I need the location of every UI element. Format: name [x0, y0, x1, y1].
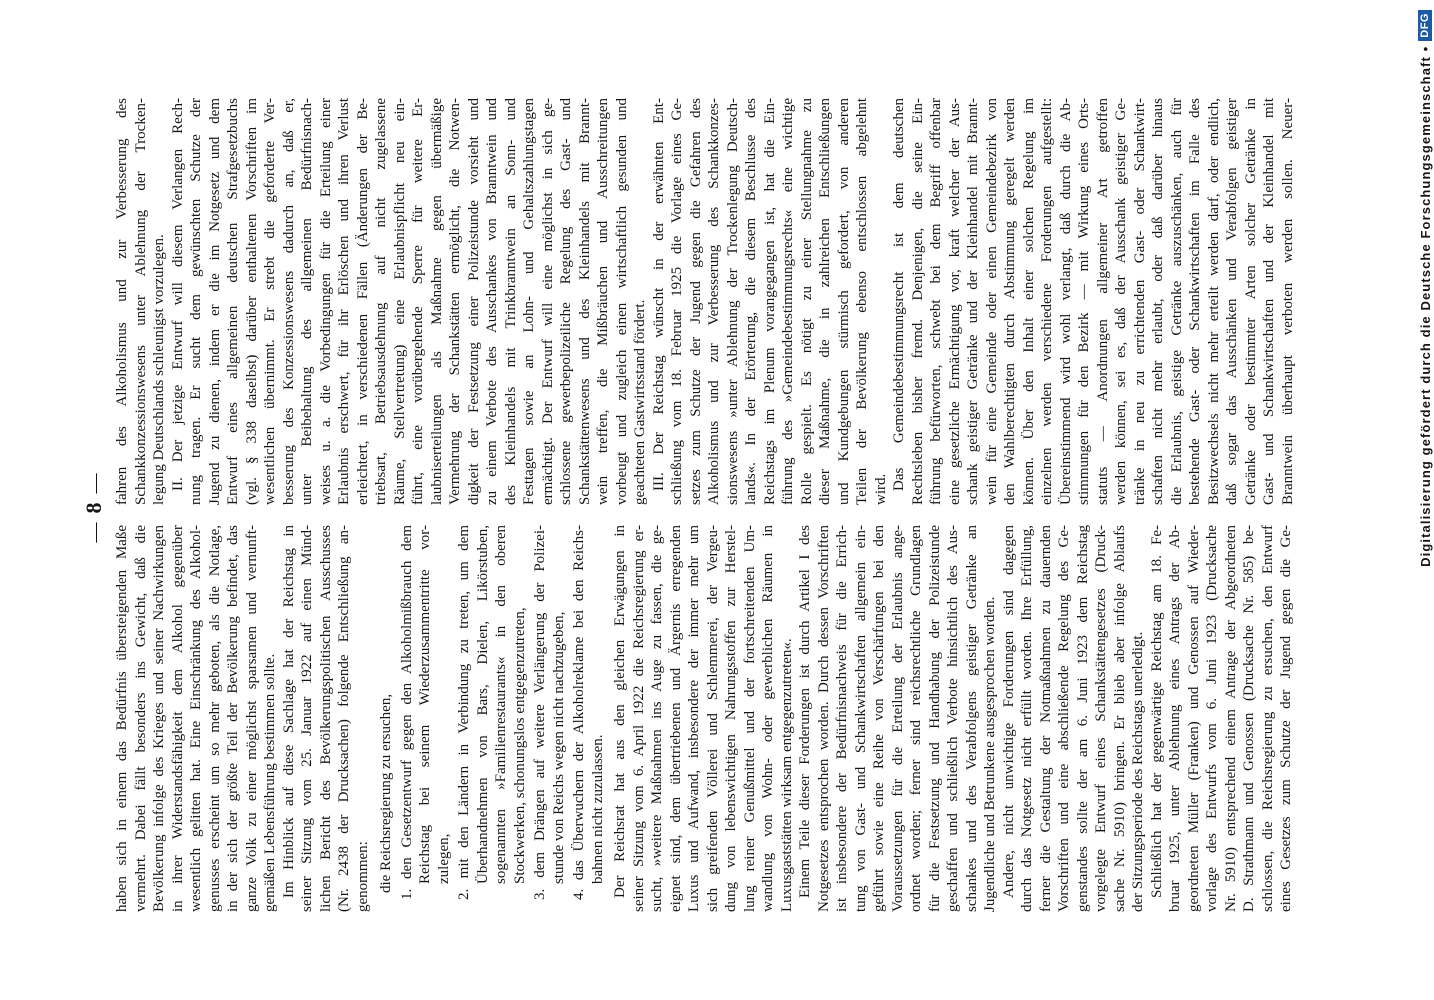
- text-line: führt, eine vorübergehende Sperre für weitere Er-: [410, 98, 426, 505]
- text-line: weises u. a. die Vorbedingungen für die Erteilung einer: [317, 98, 334, 505]
- text-line: ferner die Gestaltung der Notmaßnahmen zu dauernden: [1037, 525, 1054, 912]
- text-line: wandlung von Wohn- oder gewerblichen Räumen in: [760, 525, 776, 912]
- text-line: Besitzwechsels nicht mehr erteilt werden darf, oder endlich,: [1205, 98, 1222, 505]
- text-line: Andere, nicht unwichtige Forderungen sind dagegen: [1000, 525, 1017, 898]
- list-item: [531, 525, 568, 912]
- text-line: Im Hinblick auf diese Sachlage hat der Reichstag in: [280, 525, 297, 898]
- text-line: wesentlich gelitten hat. Eine Einschränkung des Alkohol-: [188, 525, 204, 912]
- text-line: Alkoholismus und zur Verbesserung des Schankkonzes-: [706, 98, 722, 505]
- text-line: zu einem Verbote des Ausschankes von Branntwein und: [484, 98, 500, 505]
- text-line: ganze Volk zu einer möglichst sparsamen und vernunft-: [243, 525, 260, 912]
- text-line: stimmungen für den Bezirk — mit Wirkung eines Orts-: [1076, 98, 1092, 505]
- text-line: Überhandnehmen von Bars, Dielen, Likörstuben,: [474, 525, 491, 884]
- text-line: geachteten Gastwirtsstand fördert.: [632, 299, 648, 505]
- text-line: werden können, sei es, daß der Ausschank geistiger Ge-: [1113, 98, 1129, 505]
- text-line: schaften nicht mehr erlaubt, oder daß darüber hinaus: [1150, 98, 1166, 505]
- text-line: Entwurf eines allgemeinen deutschen Strafgesetzbuchs: [225, 98, 241, 505]
- text-line: Jugend zu dienen, indem er die im Notgesetz und dem: [206, 98, 223, 505]
- text-line: 2. mit den Ländern in Verbindung zu treten, um dem: [456, 525, 472, 900]
- text-line: die Erlaubnis, geistige Getränke auszuschänken, auch für: [1168, 98, 1185, 505]
- text-line: geschaffen und schließlich Verbote hinsichtlich des Aus-: [945, 525, 961, 912]
- paragraph: [890, 98, 1297, 505]
- text-line: legung Deutschlands schleunigst vorzulegen.: [151, 234, 167, 505]
- text-line: des Kleinhandels mit Trinkbranntwein an Sonn- und: [502, 98, 519, 505]
- list-item: [570, 525, 607, 912]
- text-line: 3. dem Drängen auf weitere Verlängerung der Polizei-: [532, 525, 548, 900]
- text-line: tung von Gast- und Schankwirtschaften allgemein ein-: [852, 525, 869, 912]
- text-line: können. Über den Inhalt einer solchen Regelung im: [1020, 98, 1037, 505]
- paragraph: [169, 98, 650, 505]
- page-number: [80, 448, 109, 568]
- text-line: fahren des Alkoholismus und zur Verbesserung des: [114, 98, 130, 505]
- text-line: vorbeugt und zugleich einen wirtschaftlich gesunden und: [613, 98, 630, 505]
- text-line: eine gesetzliche Ermächtigung vor, kraft welcher der Aus-: [946, 98, 963, 505]
- text-line: eignet sind, dem übertriebenen und Ärgernis erregenden: [667, 525, 684, 912]
- text-line: Erlaubnis erschwert, für ihr Erlöschen und ihren Verlust: [336, 98, 352, 505]
- text-line: dung von lebenswichtigen Nahrungsstoffen zur Herstel-: [723, 525, 739, 912]
- paragraph: [796, 525, 1000, 912]
- funding-notice: [1418, 10, 1432, 567]
- text-line: sionswesens »unter Ablehnung der Trockenlegung Deutsch-: [724, 98, 741, 505]
- text-line: lung reiner Genußmittel und der fortschreitenden Um-: [741, 525, 758, 912]
- page-number-value: 8: [81, 502, 106, 514]
- text-line: sucht, »weitere Maßnahmen ins Auge zu fassen, die ge-: [649, 525, 665, 912]
- text-line: wein treffen, die Mißbräuchen und Ausschreitungen: [595, 98, 611, 505]
- text-line: stunde von Reichs wegen nicht nachzugeben,: [550, 611, 567, 884]
- text-line: ermächtigt. Der Entwurf will eine möglichst in sich ge-: [539, 98, 556, 505]
- text-line: Reichstag bei seinem Wiederzusammentritte vor-: [417, 525, 433, 884]
- text-line: bahnen nicht zuzulassen.: [589, 734, 606, 884]
- text-line: 1. den Gesetzentwurf gegen den Alkoholmißbrauch dem: [398, 525, 415, 900]
- text-line: nung tragen. Er sucht dem gewünschten Schutze der: [188, 98, 204, 505]
- right-column: [113, 98, 1297, 505]
- text-line: in ihrer Widerstandsfähigkeit dem Alkohol gegenüber: [169, 525, 186, 912]
- text-line: gemäßen Lebensführung bestimmen sollte.: [262, 653, 278, 912]
- text-line: führung befürworten, schwebt bei dem Begriff offenbar: [928, 98, 944, 505]
- text-line: Stockwerken, schonungslos entgegenzutreten,: [511, 607, 528, 884]
- text-line: haben sich in einem das Bedürfnis übersteigenden Maße: [114, 525, 130, 912]
- text-line: geordneten Müller (Franken) und Genossen auf Wieder-: [1185, 525, 1202, 912]
- text-line: laubniserteilungen als Maßnahme gegen übermäßige: [428, 98, 445, 505]
- text-line: D. Strathmann und Genossen (Drucksache Nr. 585) be-: [1241, 525, 1257, 912]
- text-line: der Sitzungsperiode des Reichstags unerledigt.: [1130, 631, 1146, 912]
- text-line: lands«. In der Erörterung, die diesem Beschlusse des: [743, 98, 759, 505]
- text-line: besserung des Konzessionswesens dadurch an, daß er,: [280, 98, 297, 505]
- text-line: ordnet worden; ferner sind reichsrechtliche Grundlagen: [908, 525, 924, 912]
- text-line: führung des »Gemeindebestimmungsrechts« eine wichtige: [780, 98, 796, 505]
- text-line: wird.: [872, 473, 889, 505]
- text-line: genusses erscheint um so mehr geboten, als die Notlage,: [206, 525, 223, 912]
- paragraph: [113, 525, 280, 912]
- text-line: Rolle gespielt. Es nötigt zu einer Stellungnahme zu: [798, 98, 815, 505]
- text-line: Der Reichsrat hat aus den gleichen Erwägungen in: [612, 525, 628, 898]
- text-line: seiner Sitzung vom 25. Januar 1922 auf einen Münd-: [299, 525, 315, 912]
- text-line: geführt sowie eine Reihe von Verschärfungen bei den: [871, 525, 887, 912]
- text-line: sich greifenden Völlerei und Schlemmerei, der Vergeu-: [704, 525, 721, 912]
- text-line: Bevölkerung infolge des Krieges und seiner Nachwirkungen: [151, 525, 167, 912]
- text-line: triebsart, Betriebsausdehnung auf nicht zugelassene: [373, 98, 389, 505]
- text-line: wein für eine Gemeinde oder einen Gemeindebezirk von: [983, 98, 1000, 505]
- paragraph: [611, 525, 796, 912]
- text-line: statuts — Anordnungen allgemeiner Art getroffen: [1094, 98, 1111, 505]
- text-line: vermehrt. Dabei fällt besonders ins Gewicht, daß die: [132, 525, 149, 912]
- paragraph: [650, 98, 891, 505]
- left-column: [113, 525, 1296, 912]
- text-line: Jugendliche und Betrunkene ausgesprochen worden.: [982, 596, 998, 912]
- text-line: Schließlich hat der gegenwärtige Reichstag am 18. Fe-: [1148, 525, 1165, 898]
- text-line: (Nr. 2438 der Drucksachen) folgende Entschließung an-: [336, 525, 352, 912]
- text-line: sogenannten »Familienrestaurants« in den oberen: [493, 525, 509, 884]
- page-number-dash-left: —: [84, 522, 106, 543]
- list-item: [398, 525, 454, 912]
- text-line: Das Gemeindebestimmungsrecht ist dem deutschen: [891, 98, 907, 491]
- text-line: durch das Notgesetz nicht erfüllt worden. Ihre Erfüllung,: [1019, 525, 1035, 912]
- text-line: dieser Maßnahme, die in zahlreichen Entschließungen: [817, 98, 833, 505]
- text-line: Übereinstimmend wird wohl verlangt, daß durch die Ab-: [1057, 98, 1074, 505]
- text-line: Branntwein überhaupt verboten werden sollen. Neuer-: [1279, 98, 1296, 505]
- text-line: Festtagen sowie an Lohn- und Gehaltszahlungstagen: [521, 98, 537, 505]
- list-intro: [377, 525, 396, 912]
- text-line: (vgl. § 338 daselbst) darüber enthaltenen Vorschriften im: [243, 98, 260, 505]
- text-line: und Kundgebungen stürmisch gefordert, von anderen: [835, 98, 852, 505]
- text-line: II. Der jetzige Entwurf will diesem Verlangen Rech-: [169, 98, 186, 491]
- text-line: Teilen der Bevölkerung ebenso entschlossen abgelehnt: [854, 98, 870, 505]
- text-line: unter Beibehaltung des allgemeinen Bedürfnisnach-: [299, 98, 315, 505]
- text-line: Notgesetzes entsprochen worden. Durch dessen Vorschriften: [815, 525, 832, 912]
- paragraph: [1148, 525, 1296, 912]
- text-line: zulegen,: [435, 833, 452, 884]
- text-line: schlossene gewerbepolizeiliche Regelung des Gast- und: [558, 98, 574, 505]
- text-line: die Reichsregierung zu ersuchen,: [378, 693, 394, 893]
- text-line: III. Der Reichstag wünscht in der erwähnten Ent-: [650, 98, 667, 491]
- text-line: den Wahlberechtigten durch Abstimmung geregelt werden: [1002, 98, 1018, 505]
- text-line: Getränke oder bestimmter Arten solcher Getränke in: [1242, 98, 1259, 505]
- text-line: Voraussetzungen für die Erteilung der Erlaubnis ange-: [889, 525, 906, 912]
- text-line: bruar 1925, unter Ablehnung eines Antrags der Ab-: [1167, 525, 1183, 912]
- dfg-logo: DFG: [1418, 10, 1432, 41]
- text-line: eines Gesetzes zum Schutze der Jugend gegen die Ge-: [1278, 525, 1294, 912]
- text-line: Räume, Stellvertretung) eine Erlaubnispflicht neu ein-: [391, 98, 408, 505]
- text-line: Schankkonzessionswesens unter Ablehnung der Trocken-: [132, 98, 149, 505]
- text-line: für die Festsetzung und Handhabung der Polizeistunde: [926, 525, 943, 912]
- text-line: tränke in neu zu errichtenden Gast- oder Schankwirt-: [1131, 98, 1148, 505]
- text-line: wesentlichen übernimmt. Er strebt die geforderte Ver-: [262, 98, 278, 505]
- text-line: Einem Teile dieser Forderungen ist durch Artikel I des: [797, 525, 813, 898]
- text-line: schließung vom 18. Februar 1925 die Vorlage eines Ge-: [669, 98, 685, 505]
- text-line: Schankstättenwesens und des Kleinhandels mit Brannt-: [576, 98, 593, 505]
- text-line: Vermehrung der Schankstätten ermöglicht, die Notwen-: [447, 98, 463, 505]
- text-line: genommen:: [354, 841, 371, 912]
- text-line: genstandes sollte der am 6. Juni 1923 dem Reichstag: [1074, 525, 1091, 912]
- text-line: Luxus und Aufwand, insbesondere der immer mehr um: [686, 525, 702, 912]
- text-line: sache Nr. 5910) bringen. Er blieb aber infolge Ablaufs: [1111, 525, 1128, 912]
- text-line: daß sogar das Ausschänken und Verabfolgen geistiger: [1224, 98, 1240, 505]
- text-line: Luxusgaststätten wirksam entgegenzutreten«.: [778, 638, 795, 912]
- text-line: in der sich der größte Teil der Bevölkerung befindet, das: [225, 525, 241, 912]
- text-line: ist insbesondere der Bedürfnisnachweis für die Errich-: [834, 525, 850, 912]
- text-line: erleichtert, in verschiedenen Fällen (Änderungen der Be-: [354, 98, 371, 505]
- text-line: Gast- und Schankwirtschaften und der Kleinhandel mit: [1261, 98, 1277, 505]
- text-line: schlossen, die Reichsregierung zu ersuchen, den Entwurf: [1259, 525, 1276, 912]
- text-line: bestehende Gast- oder Schankwirtschaften im Falle des: [1187, 98, 1203, 505]
- text-line: setzes zum Schutze der Jugend gegen die Gefahren des: [687, 98, 704, 505]
- text-line: lichen Bericht des Bevölkerungspolitischen Ausschusses: [317, 525, 334, 912]
- page-number-dash-right: —: [84, 473, 106, 494]
- paragraph: [1000, 525, 1148, 912]
- text-line: Reichstags im Plenum vorangegangen ist, hat die Ein-: [761, 98, 778, 505]
- text-line: vorlage des Entwurfs vom 6. Juni 1923 (Drucksache: [1204, 525, 1220, 912]
- list-item: [455, 525, 529, 912]
- paragraph: [113, 98, 169, 505]
- text-line: Nr. 5910) entsprechend einem Antrage der Abgeordneten: [1222, 525, 1239, 912]
- funding-notice-text: Digitalisierung gefördert durch die Deutsche Forschungsgemeinschaft •: [1417, 45, 1433, 567]
- text-line: digkeit der Festsetzung einer Polizeistunde vorsieht und: [465, 98, 482, 505]
- text-line: 4. das Überwuchern der Alkoholreklame bei den Reichs-: [571, 525, 587, 900]
- paragraph: [280, 525, 373, 912]
- text-line: einzelnen werden verschiedene Forderungen aufgestellt:: [1039, 98, 1055, 505]
- text-line: vorgelegte Entwurf eines Schankstättengesetzes (Druck-: [1093, 525, 1109, 912]
- text-line: Vorschriften und eine abschließende Regelung des Ge-: [1056, 525, 1072, 912]
- text-line: seiner Sitzung vom 6. April 1922 die Reichsregierung er-: [630, 525, 647, 912]
- text-line: schankes und des Verabfolgens geistiger Getränke an: [963, 525, 980, 912]
- text-line: Rechtsleben bisher fremd. Denjenigen, die seine Ein-: [909, 98, 926, 505]
- text-line: schank geistiger Getränke und der Kleinhandel mit Brannt-: [965, 98, 981, 505]
